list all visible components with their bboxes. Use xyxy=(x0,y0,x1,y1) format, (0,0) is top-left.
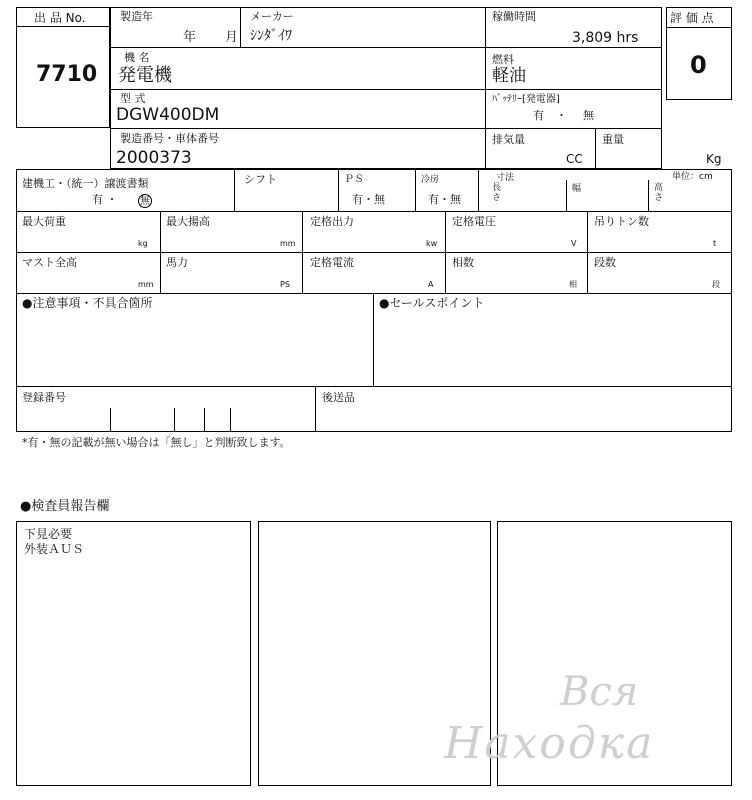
mast-height-label: マスト全高 xyxy=(22,256,77,269)
hours-value: 3,809 hrs xyxy=(572,30,639,46)
accessories-box xyxy=(315,386,732,432)
dimensions-unit: 単位：cm xyxy=(672,172,713,182)
stage-count-label: 段数 xyxy=(594,256,616,269)
manufacture-year-label: 製造年 xyxy=(120,10,153,23)
maker-label: メーカー xyxy=(250,10,294,23)
ps-value: 有・無 xyxy=(352,193,385,206)
model-name-label: 機 名 xyxy=(124,51,150,64)
accessories-label: 後送品 xyxy=(322,391,355,404)
score-value: 0 xyxy=(690,51,707,79)
sales-point-label: ●セールスポイント xyxy=(379,296,485,310)
weight-label: 重量 xyxy=(602,133,624,146)
score-label: 評 価 点 xyxy=(670,11,714,25)
phase-unit: 相 xyxy=(569,280,577,289)
serial-label: 製造番号・車体番号 xyxy=(120,132,219,145)
lot-number: 7710 xyxy=(36,62,98,87)
inspector-title: ●検査員報告欄 xyxy=(20,499,110,514)
lot-label: 出 品 No. xyxy=(34,11,86,25)
registration-label: 登録番号 xyxy=(22,391,66,404)
fuel-value: 軽油 xyxy=(492,66,526,86)
hours-label: 稼働時間 xyxy=(492,10,536,23)
max-load-label: 最大荷重 xyxy=(22,215,66,228)
stage-count-unit: 段 xyxy=(712,280,720,289)
maker-value: ｼﾝﾀﾞｲﾜ xyxy=(250,28,292,44)
dimensions-label: 寸法 xyxy=(496,173,515,183)
max-lift-height-label: 最大揚高 xyxy=(166,215,210,228)
hoist-tonnage-unit: t xyxy=(713,239,717,248)
fuel-label: 燃料 xyxy=(492,53,514,66)
battery-yes: 有 xyxy=(533,109,544,122)
rated-output-unit: kw xyxy=(426,239,438,248)
type-value: DGW400DM xyxy=(116,105,220,125)
max-load-unit: kg xyxy=(138,239,148,248)
notes-label: ●注意事項・不具合箇所 xyxy=(22,296,153,310)
battery-label: ﾊﾞｯﾃﾘｰ[発電器] xyxy=(492,94,560,105)
battery-no: 無 xyxy=(583,109,594,122)
cooling-value: 有・無 xyxy=(428,193,461,206)
weight-unit: Kg xyxy=(706,152,722,166)
serial-value: 2000373 xyxy=(116,148,192,168)
rated-current-label: 定格電流 xyxy=(310,256,354,269)
inspector-line-2: 外装ＡＵＳ xyxy=(24,542,85,556)
month-unit: 月 xyxy=(225,30,239,45)
inspector-box-1 xyxy=(16,521,251,786)
watermark-line1: Вся xyxy=(560,669,639,715)
year-unit: 年 xyxy=(183,30,197,45)
cert-no-circled xyxy=(138,191,152,208)
type-label: 型 式 xyxy=(120,92,146,105)
cooling-label: 冷房 xyxy=(421,175,440,185)
displacement-label: 排気量 xyxy=(492,133,525,146)
rated-output-label: 定格出力 xyxy=(310,215,354,228)
watermark-line2: Находка xyxy=(444,718,655,769)
rated-current-unit: A xyxy=(428,280,434,289)
cert-label: 建機工・（統一）譲渡書類 xyxy=(22,177,149,190)
footnote: *有・無の記載が無い場合は「無し」と判断致します。 xyxy=(22,436,291,449)
mast-height-unit: mm xyxy=(138,280,154,289)
horsepower-label: 馬力 xyxy=(166,256,188,269)
phase-label: 相数 xyxy=(452,256,474,269)
cert-yes: 有 ・ xyxy=(92,193,118,206)
shift-label: シフト xyxy=(244,173,277,186)
inspector-line-1: 下見必要 xyxy=(24,527,73,541)
displacement-unit: CC xyxy=(566,152,583,166)
ps-label: ＰＳ xyxy=(344,174,364,185)
cert-no: 無 xyxy=(140,196,150,207)
length-label: 長 さ xyxy=(492,183,502,203)
rated-voltage-label: 定格電圧 xyxy=(452,215,496,228)
model-name-value: 発電機 xyxy=(118,65,172,86)
hoist-tonnage-label: 吊りトン数 xyxy=(594,215,649,228)
rated-voltage-unit: V xyxy=(571,239,577,248)
horsepower-unit: PS xyxy=(280,280,290,289)
width-label: 幅 xyxy=(572,184,582,194)
battery-dot: ・ xyxy=(556,109,567,122)
height-label: 高 さ xyxy=(654,183,664,203)
max-lift-height-unit: mm xyxy=(280,239,296,248)
